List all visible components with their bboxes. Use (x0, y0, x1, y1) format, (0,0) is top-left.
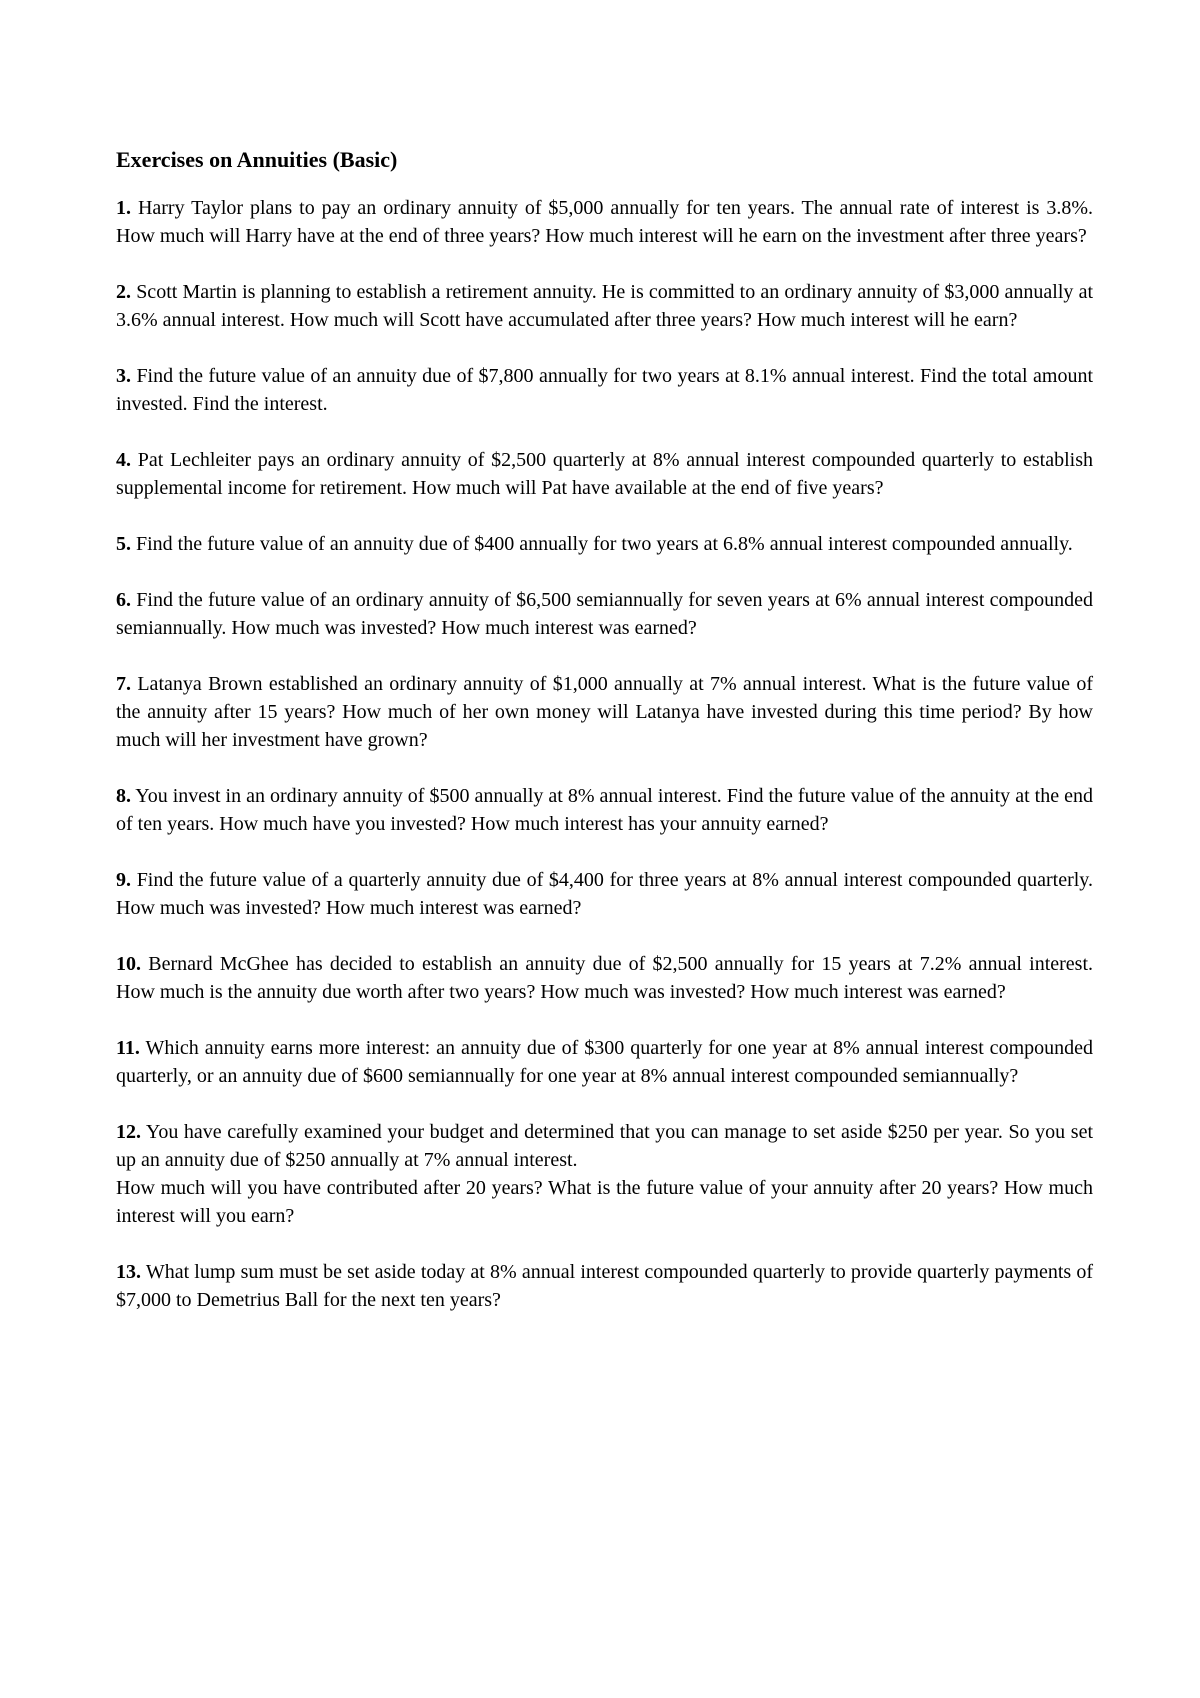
exercise-text: Which annuity earns more interest: an annuity due of $300 quarterly for one year at 8% annual interest compounded quarterly, or an annuity due of $600 semiannually for one year at 8% annual interest compounded semiannually? (116, 1037, 1093, 1087)
exercise-9 (116, 866, 1093, 922)
exercise-text: Pat Lechleiter pays an ordinary annuity of $2,500 quarterly at 8% annual interest compounded quarterly to establish supplemental income for retirement. How much will Pat have available at the end of five years? (116, 449, 1093, 499)
exercise-number: 7. (116, 673, 131, 695)
exercise-8 (116, 782, 1093, 838)
exercise-12 (116, 1118, 1093, 1230)
exercise-text-continued: How much will you have contributed after 20 years? What is the future value of your annuity after 20 years? How much interest will you earn? (116, 1177, 1093, 1227)
exercise-text: Bernard McGhee has decided to establish an annuity due of $2,500 annually for 15 years at 7.2% annual interest. How much is the annuity due worth after two years? How much was invested? How much interest was earned? (116, 953, 1094, 1003)
exercise-number: 1. (116, 197, 131, 219)
exercise-text: Find the future value of an annuity due of $400 annually for two years at 6.8% annual interest compounded annually. (136, 533, 1073, 555)
exercise-2 (116, 278, 1093, 334)
exercise-number: 2. (116, 281, 131, 303)
exercise-text: You invest in an ordinary annuity of $500 annually at 8% annual interest. Find the future value of the annuity at the end of ten years. How much have you invested? How much interest has your annuity earned? (116, 785, 1093, 835)
exercise-number: 11. (116, 1037, 140, 1059)
exercise-number: 8. (116, 785, 131, 807)
exercise-text: Find the future value of an ordinary annuity of $6,500 semiannually for seven years at 6% annual interest compounded semiannually. How much was invested? How much interest was earned? (116, 589, 1093, 639)
exercise-number: 13. (116, 1261, 141, 1283)
exercise-5 (116, 530, 1093, 558)
exercise-text: Scott Martin is planning to establish a retirement annuity. He is committed to an ordinary annuity of $3,000 annually at 3.6% annual interest. How much will Scott have accumulated after three years? How much interest will he earn? (116, 281, 1094, 331)
exercise-6 (116, 586, 1093, 642)
exercise-text: Latanya Brown established an ordinary annuity of $1,000 annually at 7% annual interest. What is the future value of the annuity after 15 years? How much of her own money will Latanya have invested during this time period? By how much will her investment have grown? (116, 673, 1093, 751)
exercise-number: 4. (116, 449, 131, 471)
exercise-number: 12. (116, 1121, 141, 1143)
exercise-text: You have carefully examined your budget and determined that you can manage to set aside $250 per year. So you set up an annuity due of $250 annually at 7% annual interest. (116, 1121, 1093, 1171)
exercise-text: Find the future value of a quarterly annuity due of $4,400 for three years at 8% annual interest compounded quarterly. How much was invested? How much interest was earned? (116, 869, 1094, 919)
exercise-7 (116, 670, 1093, 754)
exercise-text: Harry Taylor plans to pay an ordinary annuity of $5,000 annually for ten years. The annual rate of interest is 3.8%. How much will Harry have at the end of three years? How much interest will he earn on the investment after three years? (116, 197, 1094, 247)
exercise-number: 10. (116, 953, 141, 975)
exercise-text: Find the future value of an annuity due of $7,800 annually for two years at 8.1% annual interest. Find the total amount invested. Find the interest. (116, 365, 1093, 415)
exercise-11 (116, 1034, 1093, 1090)
exercise-number: 5. (116, 533, 131, 555)
exercise-4 (116, 446, 1093, 502)
exercise-number: 9. (116, 869, 131, 891)
exercise-3 (116, 362, 1093, 418)
exercise-1 (116, 194, 1093, 250)
exercise-number: 3. (116, 365, 131, 387)
exercise-13 (116, 1258, 1093, 1314)
exercise-number: 6. (116, 589, 131, 611)
exercise-10 (116, 950, 1093, 1006)
document-page (116, 146, 1093, 1342)
exercise-text: What lump sum must be set aside today at 8% annual interest compounded quarterly to provide quarterly payments of $7,000 to Demetrius Ball for the next ten years? (116, 1261, 1094, 1311)
document-title: Exercises on Annuities (Basic) (116, 147, 398, 172)
